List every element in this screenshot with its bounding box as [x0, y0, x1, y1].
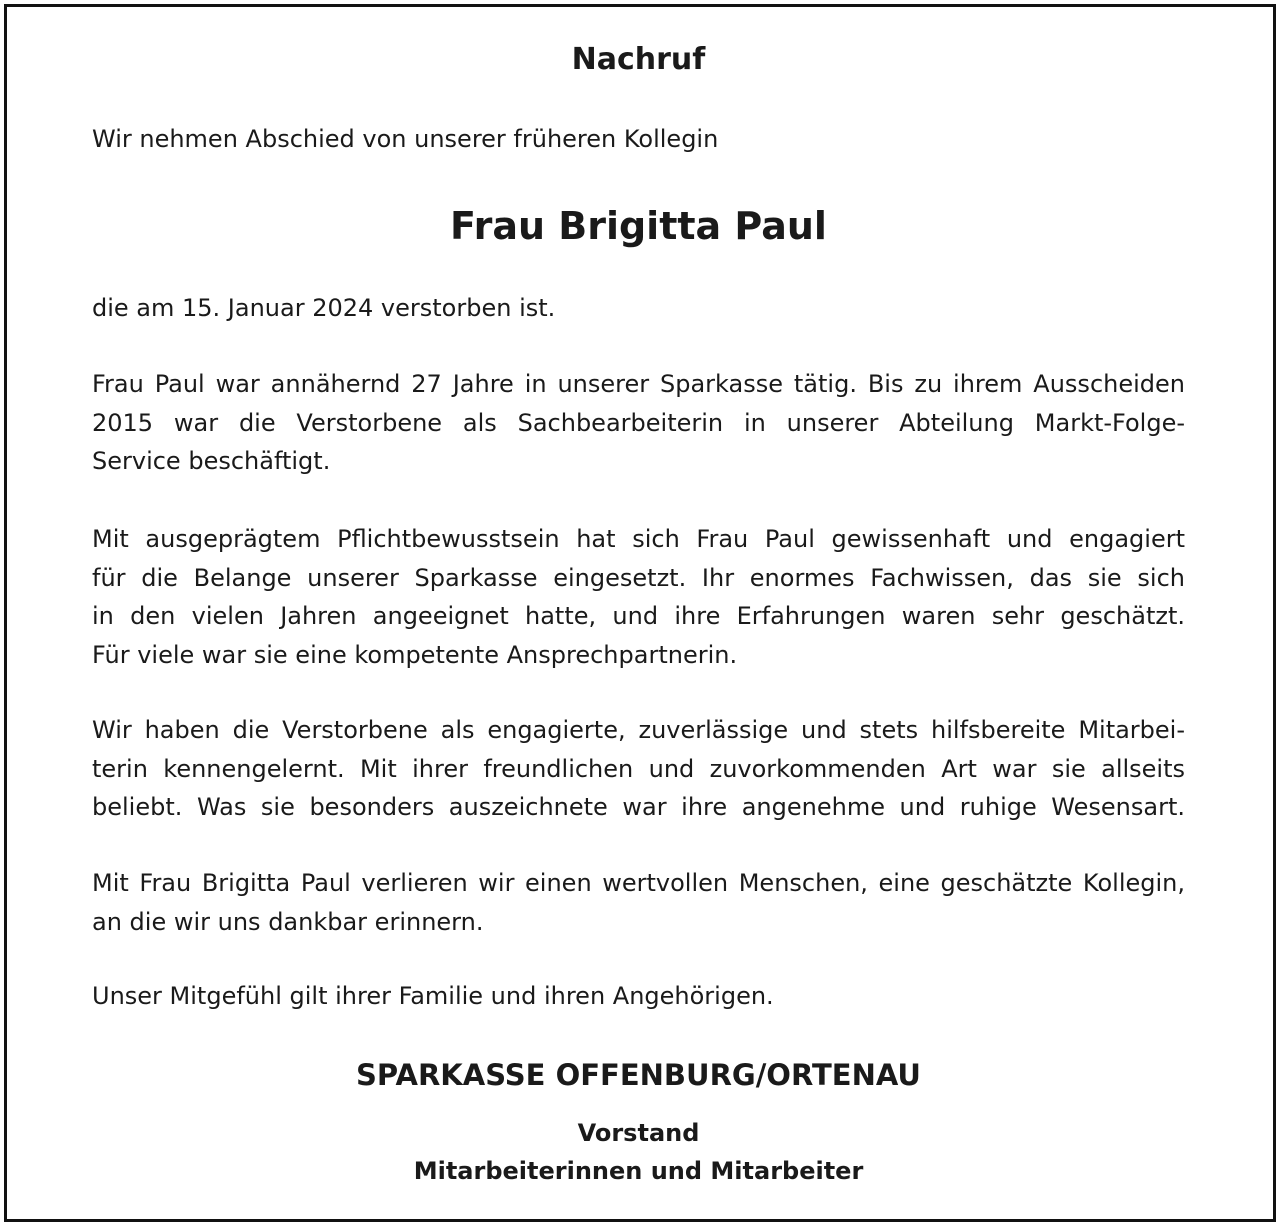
death-date-line: die am 15. Januar 2024 verstorben ist. [92, 294, 556, 322]
signer-board: Vorstand [577, 1119, 700, 1147]
paragraph-line: beliebt. Was sie besonders auszeichnete war ihre angenehme und ruhige Wesensart. [92, 793, 1185, 821]
paragraph-line: Mit Frau Brigitta Paul verlieren wir einen wertvollen Menschen, eine geschätzte Kollegin, [92, 869, 1185, 897]
paragraph-line: an die wir uns dankbar erinnern. [92, 907, 484, 936]
paragraph-line: Frau Paul war annähernd 27 Jahre in unserer Sparkasse tätig. Bis zu ihrem Ausscheiden [92, 370, 1185, 398]
deceased-name: Frau Brigitta Paul [450, 204, 827, 248]
paragraph-character [92, 711, 1185, 827]
condolence-line: Unser Mitgefühl gilt ihrer Familie und ihren Angehörigen. [92, 982, 774, 1010]
paragraph-line: Mit ausgeprägtem Pflichtbewusstsein hat sich Frau Paul gewissenhaft und engagiert [92, 525, 1185, 553]
paragraph-career [92, 365, 1185, 481]
paragraph-line: in den vielen Jahren angeeignet hatte, und ihre Erfahrungen waren sehr geschätzt. [92, 602, 1185, 630]
paragraph-dedication [92, 520, 1185, 674]
paragraph-remembrance [92, 864, 1185, 941]
paragraph-line: für die Belange unserer Sparkasse eingesetzt. Ihr enormes Fachwissen, das sie sich [92, 563, 1185, 592]
obituary-title: Nachruf [571, 42, 706, 77]
paragraph-line: Wir haben die Verstorbene als engagierte, zuverlässige und stets hilfsbereite Mitarbei- [92, 716, 1185, 744]
organization-name: SPARKASSE OFFENBURG/ORTENAU [356, 1058, 921, 1092]
paragraph-line: Service beschäftigt. [92, 447, 331, 475]
paragraph-line: 2015 war die Verstorbene als Sachbearbeiterin in unserer Abteilung Markt-Folge- [92, 408, 1185, 437]
paragraph-line: terin kennengelernt. Mit ihrer freundlichen und zuvorkommenden Art war sie allseits [92, 754, 1185, 783]
signer-staff: Mitarbeiterinnen und Mitarbeiter [413, 1157, 864, 1185]
intro-line: Wir nehmen Abschied von unserer früheren Kollegin [92, 125, 719, 153]
paragraph-line: Für viele war sie eine kompetente Ansprechpartnerin. [92, 640, 738, 669]
